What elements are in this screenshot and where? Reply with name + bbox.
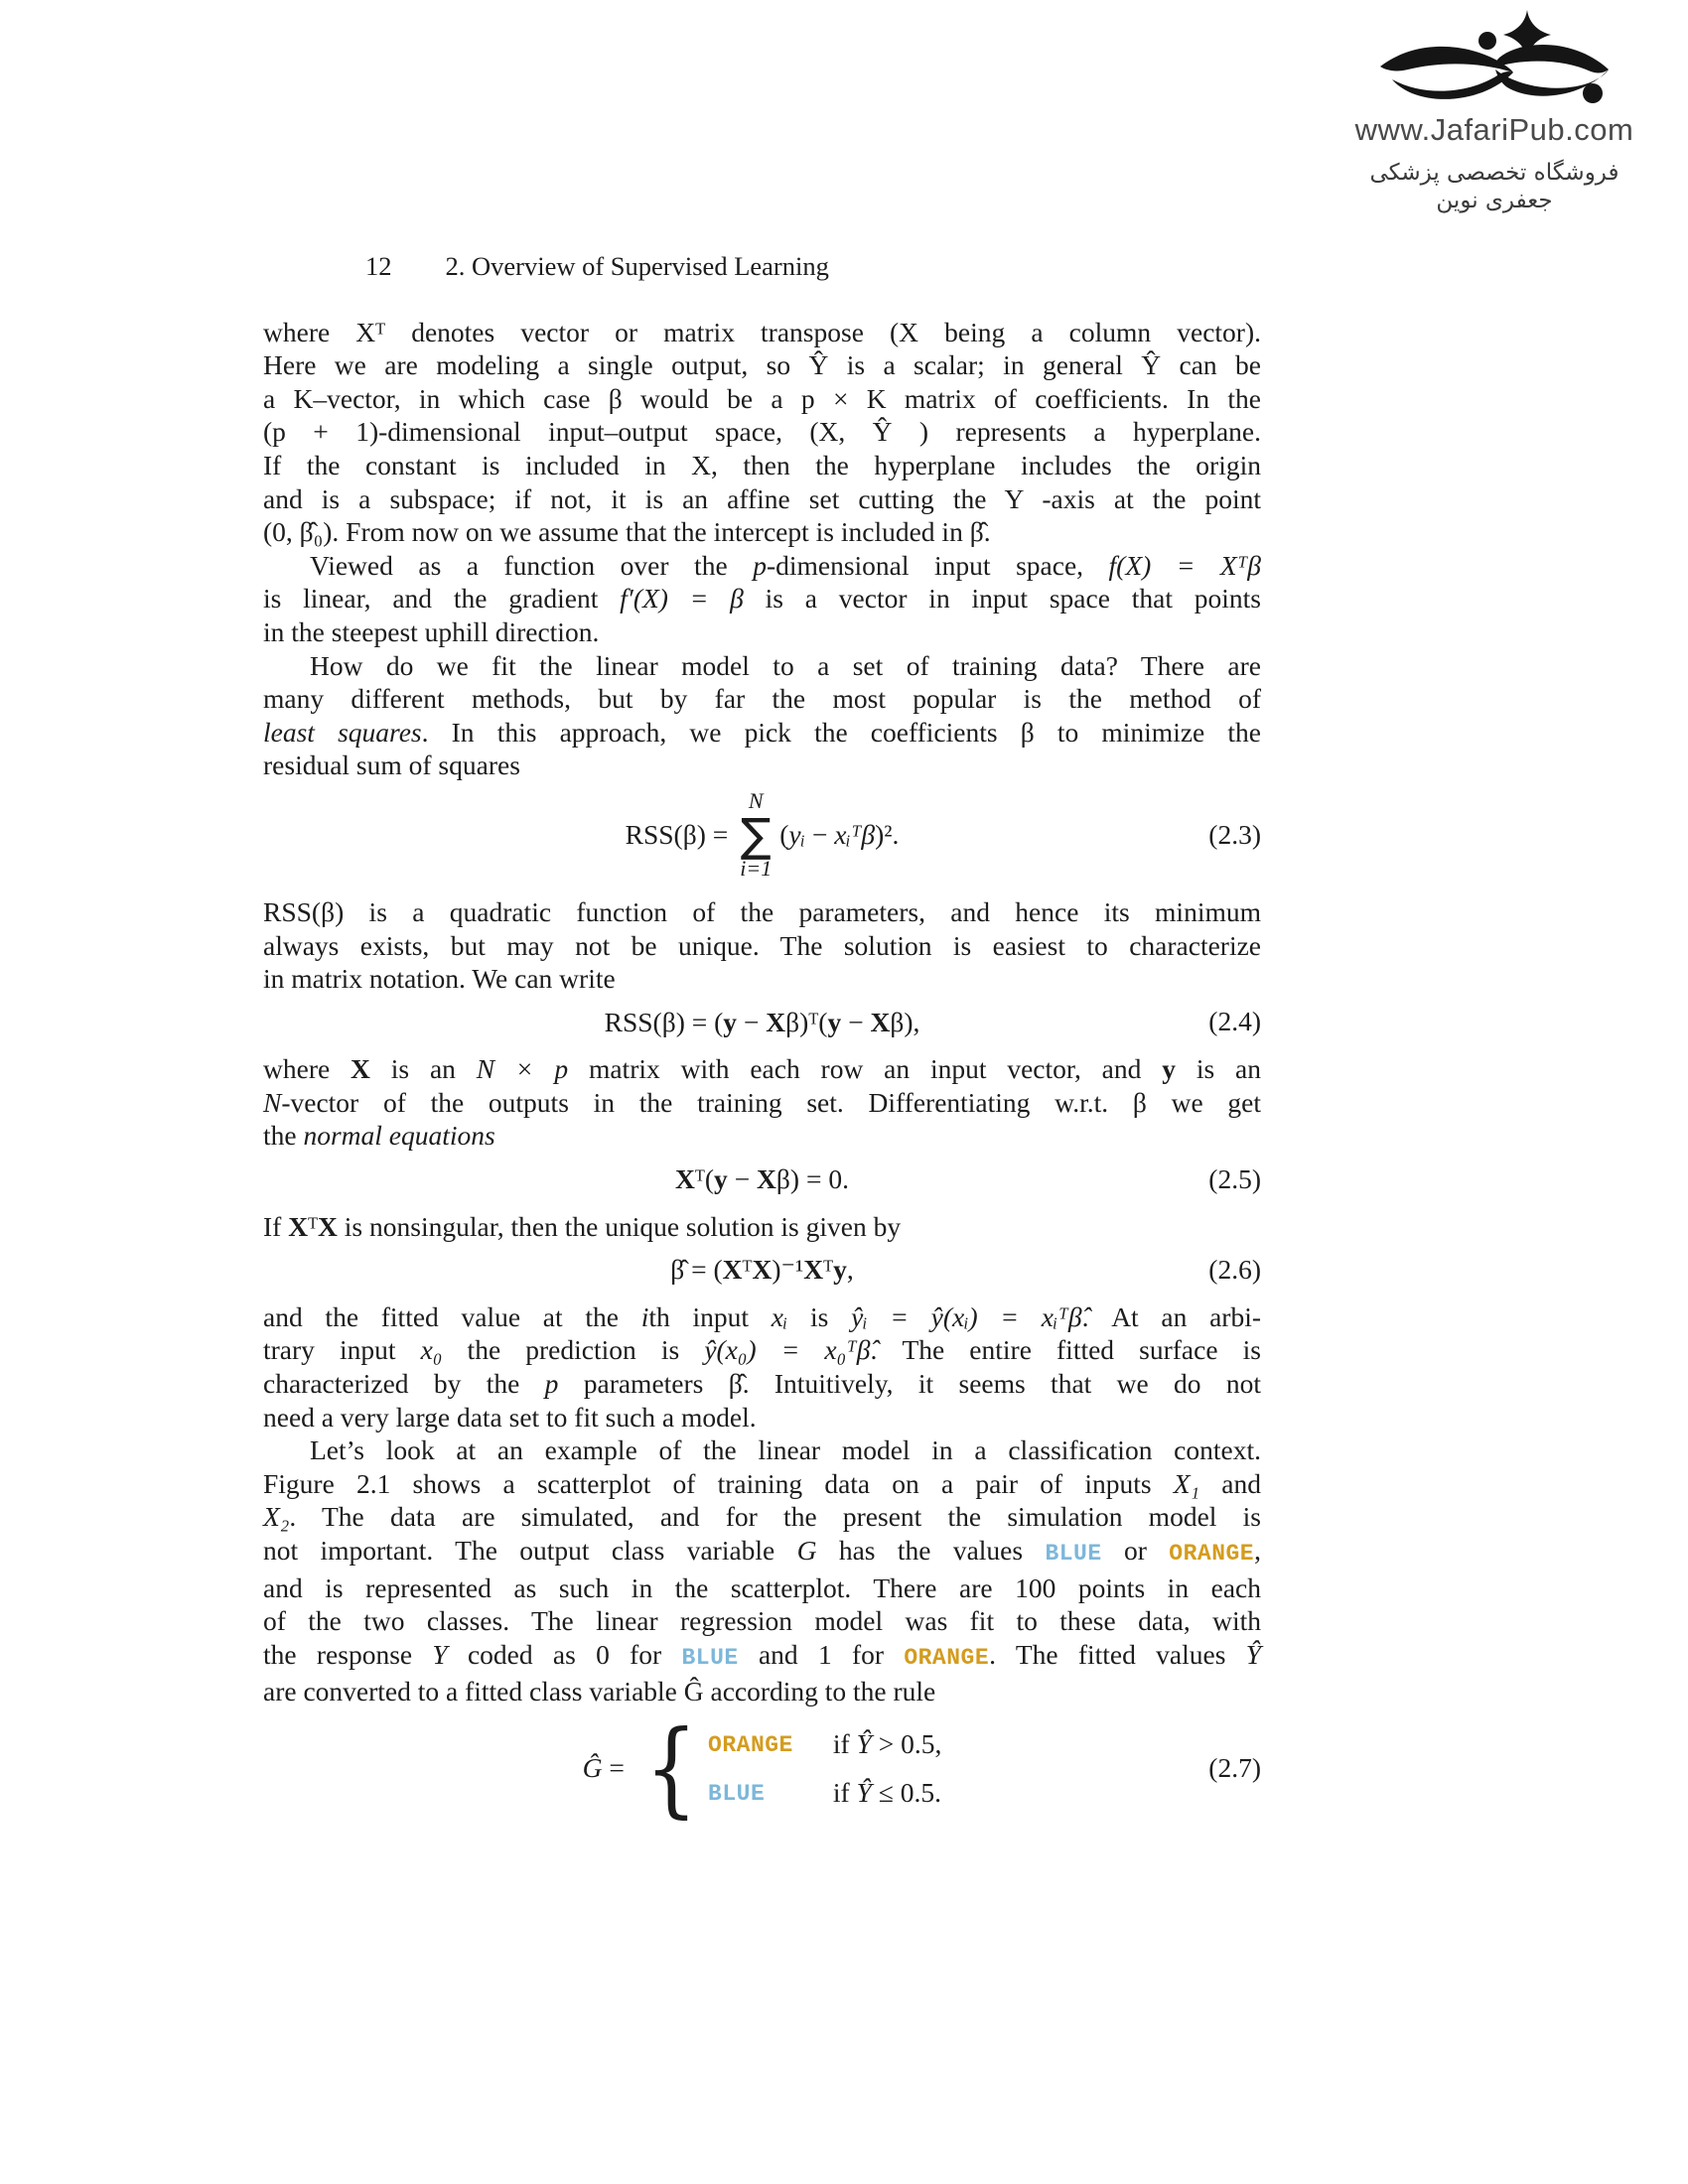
text-line: a K–vector, in which case β would be a p × K matrix of coefficients. In the: [263, 382, 1261, 414]
text-segment: f(X) = Xᵀβ: [1108, 549, 1262, 581]
text-segment: ŷ(x₀) = x₀ᵀβ̂: [704, 1334, 871, 1366]
equation-formula: [670, 1253, 854, 1287]
text-segment: X: [803, 1254, 824, 1286]
text-segment: BLUE: [681, 1644, 739, 1671]
text-line: in matrix notation. We can write: [263, 963, 616, 995]
text-segment: coded as 0 for: [447, 1638, 682, 1670]
text-segment: −: [727, 1163, 758, 1195]
text-segment: X: [870, 1006, 891, 1037]
text-line: Let’s look at an example of the linear model in a classification context.: [310, 1434, 1261, 1466]
paragraph-2: [263, 549, 1261, 649]
text-segment: p: [753, 549, 767, 581]
text-segment: p: [544, 1368, 559, 1400]
text-segment: X: [288, 1210, 309, 1242]
text-segment: is a vector in input space that points: [743, 583, 1261, 614]
text-segment: -dimensional input space,: [766, 549, 1109, 581]
paragraph-5: [263, 1052, 1261, 1153]
text-segment: ,: [846, 1254, 854, 1286]
paragraph-4: [263, 895, 1261, 996]
text-segment: parameters β̂. Intuitively, it seems that we do not: [558, 1368, 1262, 1400]
text-segment: the prediction is: [442, 1334, 705, 1366]
text-column: [263, 250, 1262, 1829]
text-segment: y: [827, 1006, 842, 1037]
text-segment: normal equations: [303, 1120, 495, 1152]
text-segment: if: [832, 1727, 857, 1759]
text-segment: y: [1162, 1053, 1176, 1085]
text-segment: BLUE: [708, 1781, 766, 1808]
text-segment: ᵀ: [823, 1254, 834, 1286]
equation-2-6: [263, 1253, 1261, 1287]
text-segment: ORANGE: [904, 1644, 990, 1671]
text-segment: Y: [432, 1638, 448, 1670]
text-line: [263, 1119, 1261, 1153]
text-line: (p + 1)-dimensional input–output space, (X, Ŷ ) represents a hyperplane.: [263, 416, 1261, 448]
text-line: [263, 1467, 1261, 1501]
text-segment: )⁻¹: [772, 1254, 804, 1286]
equation-2-4: [263, 1006, 1261, 1039]
text-line: many different methods, but by far the most popular is the method of: [263, 683, 1261, 715]
text-segment: −: [841, 1006, 871, 1037]
text-segment: BLUE: [1045, 1541, 1102, 1567]
text-line: [263, 1052, 1261, 1086]
text-segment: ≤ 0.5.: [871, 1777, 941, 1809]
text-line: [263, 1638, 1261, 1676]
text-segment: β̂ = (: [670, 1254, 723, 1286]
text-segment: Ĝ: [582, 1752, 603, 1784]
text-segment: ORANGE: [708, 1731, 793, 1758]
text-segment: ŷᵢ = ŷ(xᵢ) = xᵢᵀβ̂: [851, 1300, 1082, 1332]
text-segment: N × p: [476, 1053, 569, 1085]
text-segment: x₀: [420, 1334, 443, 1366]
text-line: Here we are modeling a single output, so Ŷ is a scalar; in general Ŷ can be: [263, 349, 1261, 381]
text-line: [263, 1534, 1261, 1571]
text-segment: y: [714, 1163, 728, 1195]
text-segment: ᵀ: [308, 1210, 319, 1242]
text-line: [263, 1367, 1261, 1401]
paragraph-3: [263, 649, 1261, 782]
equation-number: (2.6): [1208, 1254, 1261, 1286]
text-segment: the: [263, 1120, 304, 1152]
equation-2-5: [263, 1162, 1261, 1196]
equation-lhs: RSS(β) =: [625, 819, 729, 851]
text-segment: xᵢ: [771, 1300, 788, 1332]
text-segment: . The data are simulated, and for the present the simulation model is: [289, 1501, 1261, 1533]
text-line: (0, β̂₀). From now on we assume that the intercept is included in β̂.: [263, 516, 991, 548]
paragraph-8: [263, 1433, 1261, 1708]
text-segment: X₁: [1173, 1467, 1200, 1499]
text-line: of the two classes. The linear regression model was fit to these data, with: [263, 1605, 1261, 1637]
text-line: in the steepest uphill direction.: [263, 615, 600, 647]
case-value-orange: [708, 1725, 793, 1763]
text-line: [263, 716, 1261, 750]
watermark-url: www.JafariPub.com: [1354, 112, 1634, 147]
text-segment: th input: [648, 1300, 772, 1332]
text-segment: ᵀ(: [694, 1163, 715, 1195]
case-condition: [833, 1727, 942, 1761]
text-line: [263, 582, 1261, 615]
text-line: and is a subspace; if not, it is an affine set cutting the Y -axis at the point: [263, 482, 1261, 514]
text-segment: . The entire fitted surface is: [870, 1334, 1261, 1366]
text-line: [263, 1300, 1261, 1334]
equation-formula: [675, 1162, 849, 1196]
text-line: [263, 1500, 1261, 1534]
text-segment: Ŷ: [856, 1727, 872, 1759]
equation-number: (2.5): [1208, 1163, 1261, 1195]
text-segment: i: [640, 1300, 649, 1332]
text-segment: β) = 0.: [775, 1163, 849, 1195]
text-segment: f′(X) = β: [620, 583, 744, 614]
cases-grid: [708, 1725, 941, 1812]
text-segment: X: [351, 1053, 370, 1085]
cases-brace: {: [644, 1706, 698, 1829]
text-line: where Xᵀ denotes vector or matrix transpose (X being a column vector).: [263, 316, 1261, 347]
text-segment: −: [737, 1006, 767, 1037]
text-segment: ,: [1254, 1535, 1261, 1566]
text-line: How do we fit the linear model to a set of training data? There are: [310, 649, 1261, 681]
text-line: If the constant is included in X, then the hyperplane includes the origin: [263, 449, 1261, 480]
text-line: always exists, but may not be unique. The solution is easiest to characterize: [263, 929, 1261, 961]
text-segment: is nonsingular, then the unique solution is given by: [337, 1210, 902, 1242]
text-segment: X₂: [263, 1501, 290, 1533]
text-segment: Viewed as a function over the: [310, 549, 754, 581]
text-segment: trary input: [263, 1334, 421, 1366]
text-segment: (: [779, 819, 789, 851]
text-segment: X: [318, 1210, 338, 1242]
text-segment: ORANGE: [1169, 1541, 1255, 1567]
equation-lhs: [583, 1751, 625, 1785]
text-segment: G: [796, 1535, 817, 1566]
text-segment: and the fitted value at the: [263, 1300, 641, 1332]
text-segment: not important. The output class variable: [263, 1535, 797, 1566]
text-line: need a very large data set to fit such a model.: [263, 1401, 757, 1433]
text-segment: y: [723, 1006, 738, 1037]
text-line: and is represented as such in the scatterplot. There are 100 points in each: [263, 1571, 1261, 1603]
text-line: [263, 1333, 1261, 1367]
text-line: RSS(β) is a quadratic function of the parameters, and hence its minimum: [263, 895, 1261, 927]
case-value-blue: [708, 1774, 793, 1812]
case-condition: [833, 1776, 942, 1810]
equation-number: (2.7): [1208, 1752, 1261, 1784]
sum-upper-limit: N: [748, 787, 764, 813]
watermark-tagline: فروشگاه تخصصی پزشکی جعفری نوین: [1369, 160, 1619, 213]
text-segment: is: [787, 1300, 852, 1332]
text-segment: if: [832, 1777, 857, 1809]
text-segment: ᵀ: [742, 1254, 753, 1286]
text-line: [263, 1210, 1261, 1244]
text-segment: . In this approach, we pick the coefficients β to minimize the: [421, 716, 1261, 748]
paragraph-7: [263, 1300, 1261, 1433]
calligraphy-ornament-icon: [1370, 10, 1618, 109]
text-segment: X: [722, 1254, 743, 1286]
text-segment: X: [766, 1006, 786, 1037]
text-segment: β),: [890, 1006, 920, 1037]
equation-rhs: [779, 818, 899, 852]
text-line: [263, 1086, 1261, 1120]
text-segment: where: [263, 1053, 352, 1085]
text-segment: or: [1101, 1535, 1170, 1566]
text-segment: X: [757, 1163, 776, 1195]
text-segment: Ŷ: [1245, 1638, 1261, 1670]
page-number: 12: [365, 251, 392, 281]
text-segment: -vector of the outputs in the training set. Differentiating w.r.t. β we get: [281, 1086, 1261, 1118]
text-segment: β)ᵀ(: [785, 1006, 828, 1037]
paragraph-6: [263, 1210, 1261, 1244]
text-segment: matrix with each row an input vector, and: [568, 1053, 1163, 1085]
text-segment: is linear, and the gradient: [263, 583, 621, 614]
summation-symbol: [740, 787, 773, 881]
text-segment: X: [752, 1254, 773, 1286]
text-segment: Figure 2.1 shows a scatterplot of training data on a pair of inputs: [263, 1467, 1174, 1499]
equation-number: (2.3): [1208, 819, 1261, 851]
text-segment: yᵢ: [788, 819, 805, 851]
equation-2-7: [263, 1706, 1261, 1829]
text-segment: If: [263, 1210, 289, 1242]
text-segment: xᵢᵀβ: [834, 819, 876, 851]
text-segment: Ŷ: [856, 1777, 872, 1809]
chapter-title: 2. Overview of Supervised Learning: [445, 251, 829, 281]
text-line: [263, 549, 1261, 583]
text-segment: is an: [1175, 1053, 1261, 1085]
text-segment: characterized by the: [263, 1368, 545, 1400]
text-segment: and 1 for: [738, 1638, 905, 1670]
text-segment: > 0.5,: [871, 1727, 942, 1759]
text-segment: . At an arbi-: [1081, 1300, 1262, 1332]
text-segment: is an: [369, 1053, 477, 1085]
text-segment: N: [263, 1086, 282, 1118]
sigma-icon: ∑: [740, 807, 772, 862]
text-segment: X: [675, 1163, 695, 1195]
running-head: [263, 250, 1261, 284]
text-segment: and: [1199, 1467, 1261, 1499]
equation-2-3: [263, 787, 1261, 881]
text-segment: −: [804, 819, 835, 851]
text-segment: =: [602, 1752, 625, 1784]
paragraph-1: [263, 316, 1261, 549]
text-segment: RSS(β) = (: [604, 1006, 724, 1037]
text-line: residual sum of squares: [263, 750, 520, 781]
equation-formula: [605, 1006, 920, 1039]
text-line: are converted to a fitted class variable Ĝ according to the rule: [263, 1676, 936, 1707]
text-segment: y: [833, 1254, 847, 1286]
text-segment: has the values: [816, 1535, 1046, 1566]
sum-lower-limit: i=1: [740, 855, 773, 881]
text-segment: the response: [263, 1638, 433, 1670]
text-segment: least squares: [263, 716, 422, 748]
watermark-logo: [1345, 10, 1643, 214]
text-segment: )².: [875, 819, 900, 851]
equation-number: (2.4): [1208, 1006, 1261, 1037]
text-segment: . The fitted values: [989, 1638, 1246, 1670]
